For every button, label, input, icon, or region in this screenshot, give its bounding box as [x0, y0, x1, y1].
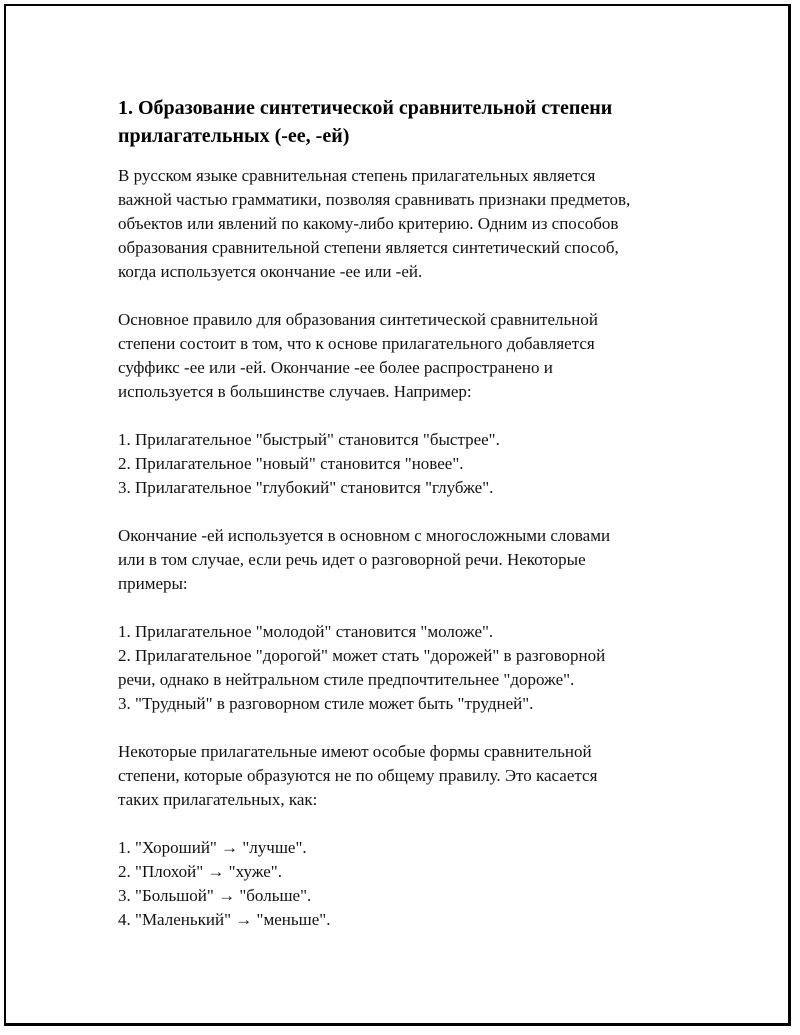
- document-body: [118, 94, 698, 956]
- list-item-text: 1. Прилагательное "молодой" становится "моложе".: [118, 622, 494, 641]
- paragraph-line: таких прилагательных, как:: [118, 790, 318, 809]
- list-item: [118, 476, 698, 500]
- paragraph-line: В русском языке сравнительная степень прилагательных является: [118, 166, 596, 185]
- list-item-text: 1. "Хороший" → "лучше".: [118, 838, 307, 857]
- paragraph-line: образования сравнительной степени является синтетический способ,: [118, 238, 619, 257]
- list-item-text: 2. Прилагательное "новый" становится "новее".: [118, 454, 464, 473]
- ey-paragraph: [118, 524, 698, 596]
- paragraph-line: степени, которые образуются не по общему правилу. Это касается: [118, 766, 598, 785]
- irregular-paragraph: [118, 740, 698, 812]
- list-item-text: 4. "Маленький" → "меньше".: [118, 910, 331, 929]
- paragraph-line: когда используется окончание -ее или -ей.: [118, 262, 423, 281]
- list-item-text: 2. Прилагательное "дорогой" может стать "дорожей" в разговорной: [118, 646, 606, 665]
- paragraph-line: используется в большинстве случаев. Например:: [118, 382, 472, 401]
- list-item: [118, 908, 698, 932]
- paragraph-line: Окончание -ей используется в основном с многосложными словами: [118, 526, 611, 545]
- list-item-text: речи, однако в нейтральном стиле предпочтительнее "дороже".: [118, 670, 575, 689]
- paragraph-line: примеры:: [118, 574, 188, 593]
- list-item-text: 3. Прилагательное "глубокий" становится "глубже".: [118, 478, 494, 497]
- list-item: [118, 428, 698, 452]
- list-item-text: 1. Прилагательное "быстрый" становится "быстрее".: [118, 430, 500, 449]
- paragraph-line: или в том случае, если речь идет о разговорной речи. Некоторые: [118, 550, 586, 569]
- paragraph-line: Основное правило для образования синтетической сравнительной: [118, 310, 598, 329]
- examples-list-ee: [118, 428, 698, 500]
- paragraph-line: суффикс -ее или -ей. Окончание -ее более распространено и: [118, 358, 553, 377]
- rule-paragraph: [118, 308, 698, 404]
- paragraph-line: Некоторые прилагательные имеют особые формы сравнительной: [118, 742, 592, 761]
- section-title: [118, 94, 698, 150]
- list-item: [118, 692, 698, 716]
- title-line: 1. Образование синтетической сравнительной степени: [118, 97, 613, 119]
- intro-paragraph: [118, 164, 698, 284]
- paragraph-line: важной частью грамматики, позволяя сравнивать признаки предметов,: [118, 190, 631, 209]
- list-item: [118, 620, 698, 644]
- list-item: [118, 452, 698, 476]
- paragraph-line: степени состоит в том, что к основе прилагательного добавляется: [118, 334, 595, 353]
- list-item: [118, 644, 698, 692]
- list-item-text: 3. "Большой" → "больше".: [118, 886, 312, 905]
- list-item: [118, 860, 698, 884]
- list-item: [118, 884, 698, 908]
- paragraph-line: объектов или явлений по какому-либо критерию. Одним из способов: [118, 214, 619, 233]
- irregular-forms-list: [118, 836, 698, 932]
- list-item-text: 2. "Плохой" → "хуже".: [118, 862, 282, 881]
- list-item-text: 3. "Трудный" в разговорном стиле может быть "трудней".: [118, 694, 534, 713]
- examples-list-ey: [118, 620, 698, 716]
- list-item: [118, 836, 698, 860]
- title-line: прилагательных (-ее, -ей): [118, 125, 350, 147]
